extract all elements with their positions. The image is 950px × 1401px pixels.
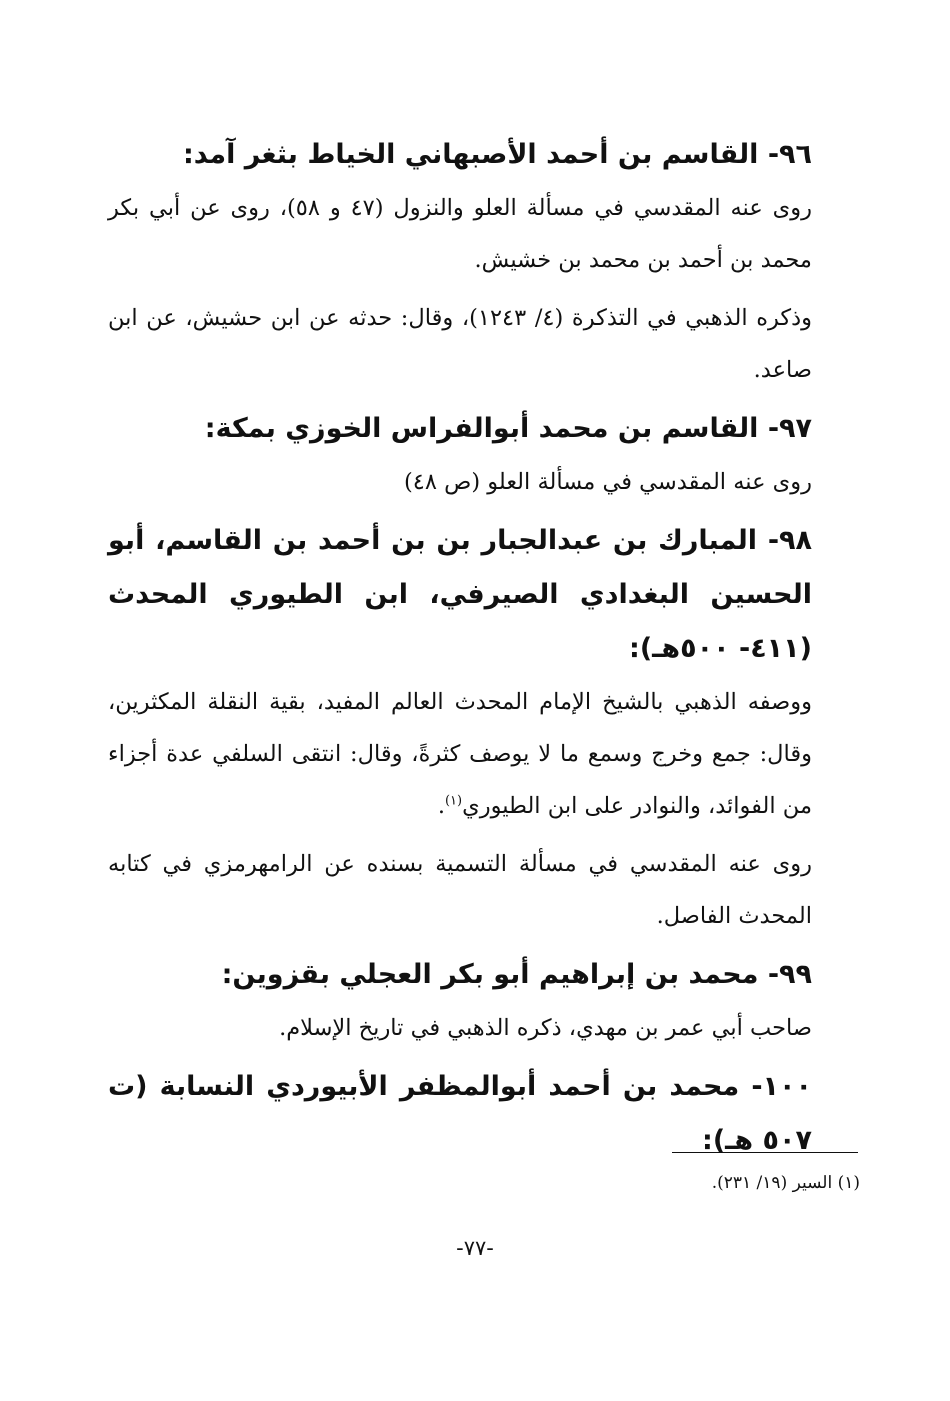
footnote-reference[interactable]: (١) bbox=[444, 793, 463, 809]
entry-98-paragraph-2: روى عنه المقدسي في مسألة التسمية بسنده عن الرامهرمزي في كتابه المحدث الفاصل. bbox=[108, 851, 812, 929]
entry-96-paragraph-2: وذكره الذهبي في التذكرة (٤/ ١٢٤٣)، وقال: حدثه عن ابن حشيش، عن ابن صاعد. bbox=[108, 305, 812, 383]
page-number: -٧٧- bbox=[456, 1236, 494, 1260]
entry-98-paragraph-1-text: ووصفه الذهبي بالشيخ الإمام المحدث العالم المفيد، بقية النقلة المكثرين، وقال: جمع وخرج وسمع ما لا يوصف كثرةً، وقال: انتقى السلفي عدة أجزاء من الفوائد، والنوادر على ابن الطيوري bbox=[108, 689, 812, 819]
entry-98-paragraph-1-tail: . bbox=[437, 793, 445, 819]
entry-heading-97: ٩٧- القاسم بن محمد أبوالفراس الخوزي بمكة: bbox=[204, 413, 812, 444]
entry-99-paragraph-1: صاحب أبي عمر بن مهدي، ذكره الذهبي في تاريخ الإسلام. bbox=[279, 1015, 812, 1041]
entry-heading-100: ١٠٠- محمد بن أحمد أبوالمظفر الأبيوردي النسابة (ت ٥٠٧ هـ): bbox=[108, 1071, 812, 1156]
page-body bbox=[108, 128, 860, 1168]
entry-96-paragraph-1: روى عنه المقدسي في مسألة العلو والنزول (٤٧ و ٥٨)، روى عن أبي بكر محمد بن أحمد بن محمد بن خشيش. bbox=[108, 195, 812, 273]
footnote: (١) السير (١٩/ ٢٣١). bbox=[711, 1173, 860, 1193]
footnote-divider bbox=[672, 1152, 858, 1153]
entry-heading-96: ٩٦- القاسم بن أحمد الأصبهاني الخياط بثغر آمد: bbox=[182, 139, 812, 170]
entry-heading-98: ٩٨- المبارك بن عبدالجبار بن بن أحمد بن القاسم، أبو الحسين البغدادي الصيرفي، ابن الطيوري المحدث (٤١١- ٥٠٠هـ): bbox=[108, 525, 812, 664]
entry-97-paragraph-1: روى عنه المقدسي في مسألة العلو (ص ٤٨) bbox=[404, 469, 812, 495]
entry-heading-99: ٩٩- محمد بن إبراهيم أبو بكر العجلي بقزوين: bbox=[221, 959, 812, 990]
entry-98-paragraph-1 bbox=[108, 676, 860, 832]
